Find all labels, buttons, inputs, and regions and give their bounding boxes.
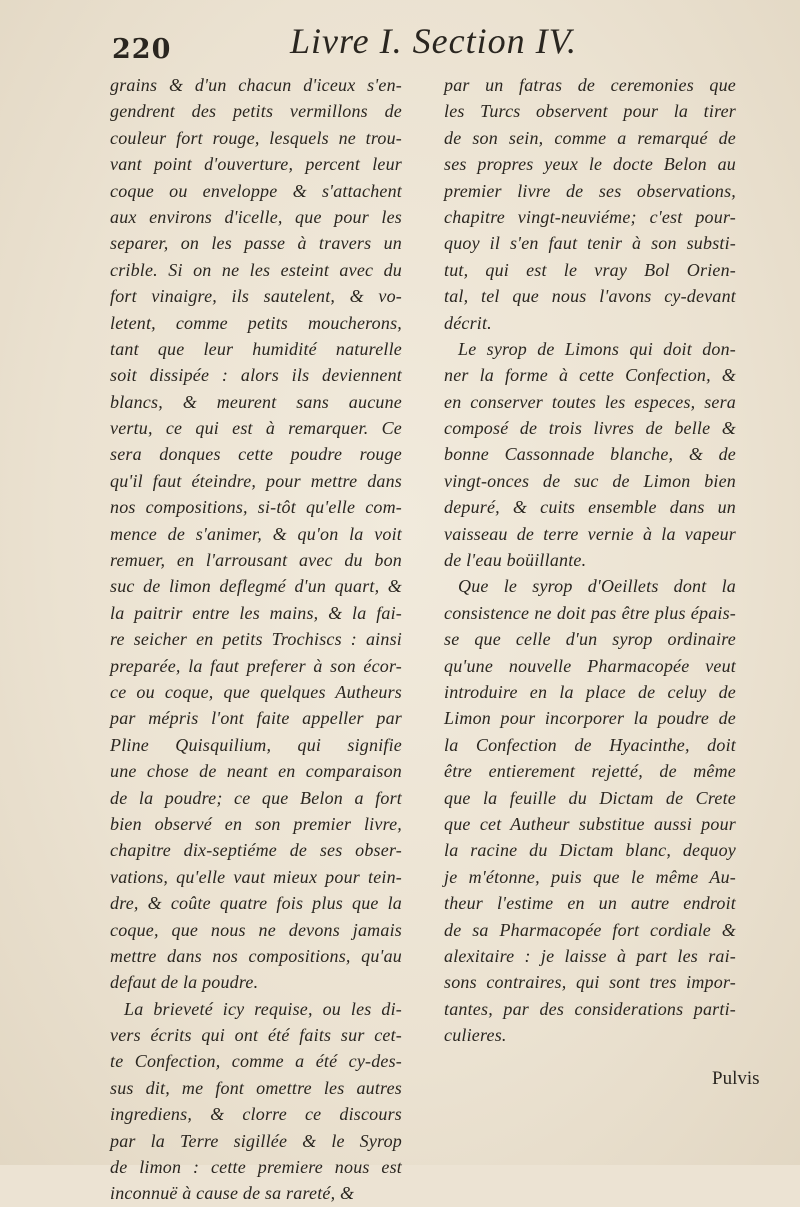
text-line: chapitre dix-septiéme de ses obser- [110,840,402,861]
text-line: alexitaire : je laisse à part les rai- [444,945,736,966]
text-line: mettre dans nos compositions, qu'au [110,945,402,966]
text-line: tut, qui est le vray Bol Orien- [444,259,736,280]
text-line: se que celle d'un syrop ordinaire [444,629,736,650]
page-header [112,20,792,80]
text-line: les Turcs observent pour la tirer [444,101,736,122]
text-line: vertu, ce qui est à remarquer. Ce [110,418,402,439]
running-head: Livre I. Section IV. [290,21,577,61]
text-line: vingt-onces de suc de Limon bien [444,470,736,491]
text-line: re seicher en petits Trochiscs : ainsi [110,629,402,650]
text-line: introduire en la place de celuy de [444,681,736,702]
text-line: depuré, & cuits ensemble dans un [444,497,736,518]
text-line: par la Terre sigillée & le Syrop [110,1130,402,1151]
text-line: sons contraires, qui sont tres impor- [444,972,736,993]
text-line: grains & d'un chacun d'iceux s'en- [110,75,402,95]
text-line: être entierement rejetté, de même [444,761,736,782]
text-line: tant que leur humidité naturelle [110,338,402,359]
text-line: quoy il s'en faut tenir à son substi- [444,233,736,254]
text-line: vaisseau de terre vernie à la vapeur [444,523,736,544]
text-line: que cet Autheur substitue aussi pour [444,813,736,834]
text-line: ingrediens, & clorre ce discours [110,1104,402,1125]
text-line: tantes, par des considerations parti- [444,998,736,1019]
text-line: soit dissipée : alors ils deviennent [110,365,402,386]
text-line: Pline Quisquilium, qui signifie [110,734,402,755]
text-line: blancs, & meurent sans aucune [110,391,402,412]
catchword: Pulvis [712,1068,760,1089]
text-line: gendrent des petits vermillons de [110,101,402,122]
text-line: de l'eau boüillante. [444,550,587,571]
text-line: ce ou coque, que quelques Autheurs [110,681,402,702]
text-line: la paitrir entre les mains, & la fai- [110,602,402,623]
text-line: chapitre vingt-neuviéme; c'est pour- [444,206,736,227]
text-line: letent, comme petits moucherons, [110,312,402,333]
text-line: remuer, en l'arrousant avec du bon [110,550,402,571]
text-line: suc de limon deflegmé d'un quart, & [110,576,402,597]
text-line: couleur fort rouge, lesquels ne trou- [110,127,402,148]
text-line: defaut de la poudre. [110,972,259,993]
text-line: dre, & coûte quatre fois plus que la [110,893,402,914]
text-line: Le syrop de Limons qui doit don- [458,338,736,359]
text-line: par mépris l'ont faite appeller par [110,708,402,729]
right-text-column [444,72,736,1048]
text-line: fort vinaigre, ils sautelent, & vo- [110,286,402,307]
text-line: composé de trois livres de belle & [444,418,736,439]
text-line: de son sein, comme a remarqué de [444,127,736,148]
text-line: aux environs d'icelle, que pour les [110,206,402,227]
text-line: preparée, la faut preferer à son écor- [110,655,402,676]
text-line: vers écrits qui ont été faits sur cet- [110,1025,402,1046]
text-line: décrit. [444,312,492,333]
page-number: 220 [112,34,172,65]
text-line: en conserver toutes les especes, sera [444,391,736,412]
text-line: vant point d'ouverture, percent leur [110,154,402,175]
text-line: de la poudre; ce que Belon a fort [110,787,402,808]
text-line: je m'étonne, puis que le même Au- [444,866,736,887]
text-line: de sa Pharmacopée fort cordiale & [444,919,736,940]
text-line: coque, que nous ne devons jamais [110,919,402,940]
text-line: separer, on les passe à travers un [110,233,402,254]
text-line: la Confection de Hyacinthe, doit [444,734,736,755]
text-line: qu'une nouvelle Pharmacopée veut [444,655,736,676]
text-line: bien observé en son premier livre, [110,813,402,834]
text-line: sus dit, me font omettre les autres [110,1077,402,1098]
text-line: Limon pour incorporer la poudre de [444,708,736,729]
text-line: bonne Cassonnade blanche, & de [444,444,736,465]
text-line: inconnuë à cause de sa rareté, & [110,1183,355,1204]
text-line: vations, qu'elle vaut mieux pour tein- [110,866,402,887]
text-line: culieres. [444,1025,507,1046]
text-line: que la feuille du Dictam de Crete [444,787,736,808]
text-line: consistence ne doit pas être plus épais- [444,602,736,623]
left-text-column [110,72,402,1207]
text-line: crible. Si on ne les esteint avec du [110,259,402,280]
text-line: tal, tel que nous l'avons cy-devant [444,286,736,307]
text-line: par un fatras de ceremonies que [444,75,736,95]
text-line: La brieveté icy requise, ou les di- [124,998,402,1019]
text-line: sera donques cette poudre rouge [110,444,402,465]
text-line: mence de s'animer, & qu'on la voit [110,523,402,544]
text-line: de limon : cette premiere nous est [110,1157,402,1178]
text-line: premier livre de ses observations, [444,180,736,201]
text-line: coque ou enveloppe & s'attachent [110,180,402,201]
text-line: te Confection, comme a été cy-des- [110,1051,402,1072]
text-line: ses propres yeux le docte Belon au [444,154,736,175]
text-line: theur l'estime en un autre endroit [444,893,736,914]
text-line: la racine du Dictam blanc, dequoy [444,840,736,861]
text-line: qu'il faut éteindre, pour mettre dans [110,470,402,491]
text-line: une chose de neant en comparaison [110,761,402,782]
text-line: ner la forme à cette Confection, & [444,365,736,386]
text-line: Que le syrop d'Oeillets dont la [458,576,736,597]
text-line: nos compositions, si-tôt qu'elle com- [110,497,402,518]
